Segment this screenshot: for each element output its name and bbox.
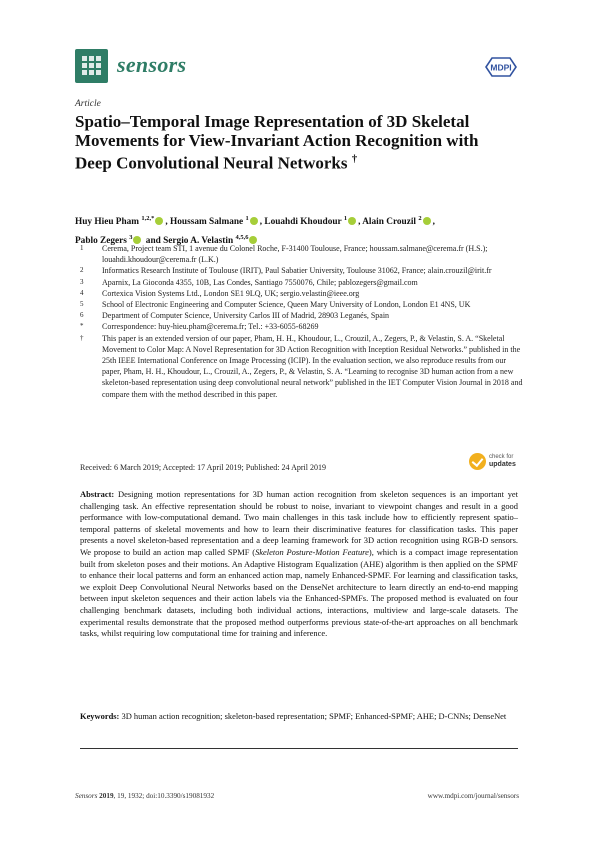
abstract-label: Abstract: [80, 489, 115, 499]
author: Pablo Zegers $^3$ [75, 236, 143, 246]
badge-line1: check for [489, 454, 514, 460]
paper-title-text: Spatio–Temporal Image Representation of 3D Skeletal Movements for View-Invariant Action Recognition with Deep Convolutional Neural Networks [75, 112, 479, 173]
publication-dates: Received: 6 March 2019; Accepted: 17 April 2019; Published: 24 April 2019 [80, 463, 326, 472]
orcid-icon[interactable] [348, 217, 356, 225]
orcid-icon[interactable] [423, 217, 431, 225]
title-footnote-mark: † [351, 153, 358, 165]
abstract-text-cont: ), which is a compact image representation built from skeleton poses and their motions. An Adaptive Histogram Equalization (AHE) algorithm is then applied on the SPMF to enhance their local patterns and form an enhanced action map, namely Enhanced-SPMF. For learning and classification tasks, we exploit Deep Convolutional Neural Networks based on the DenseNet architecture to learn directly an end-to-end mapping between input skeleton sequences and their action labels via the Enhanced-SPMFs. The proposed method is evaluated on four challenging benchmark datasets, including both individual actions, interactions, multiview and large-scale datasets. The experimental results demonstrate that the proposed method outperforms previous state-of-the-art approaches on all benchmark tasks, whilst requiring low computational time for training and inference. [80, 546, 518, 639]
affiliation: 4 Cortexica Vision Systems Ltd., London SE1 9LQ, UK; sergio.velastin@ieee.org [80, 288, 360, 298]
affiliation: 5 School of Electronic Engineering and Computer Science, Queen Mary University of London, London E1 4NS, UK [80, 300, 471, 310]
author-list: Huy Hieu Pham $^{1,2,*}$ , Houssam Salmane $^1$ , Louahdi Khoudour $^1$ , Alain Crouzil $^2$ , Pablo Zegers $^3$ and Sergio A. Velastin $^{4,5,6}$ [75, 215, 435, 247]
affiliation: 3 Aparnix, La Gioconda 4355, 10B, Las Condes, Santiago 7550076, Chile; pablozegers@gmail.com [80, 277, 418, 287]
abstract-italic: Skeleton Posture-Motion Feature [255, 546, 369, 557]
paper-title [75, 112, 495, 173]
orcid-icon[interactable] [155, 217, 163, 225]
keywords [80, 711, 518, 723]
extended-version-note: † This paper is an extended version of our paper, Pham, H. H., Khoudour, L., Crouzil, A., Zegers, P., & Velastin, S. A. “Skeletal Movement to Color Map: A Novel Representation for 3D Action Recognition with Inception Residual Networks.” published in the 25th IEEE International Conference on Image Processing (ICIP). In the evaluation section, we also reproduce results from our paper, Pham, H. H., Khoudour, L., Crouzil, A., Zegers, P., & Velastin, S. A. “Learning to recognise 3D human action from a new skeleton-based representation using deep convolutional neural network” published in the IET Computer Vision Journal in 2018 and compare them with the method described in this paper. [80, 333, 523, 399]
affiliation-list [75, 243, 525, 400]
keywords-text: 3D human action recognition; skeleton-based representation; SPMF; Enhanced-SPMF; AHE; D-CNNs; DenseNet [121, 711, 507, 721]
abstract [80, 489, 518, 640]
affiliation: 1 Cerema, Project team STI, 1 avenue du Colonel Roche, F-31400 Toulouse, France; houssam.salmane@cerema.fr (H.S.); louahdi.khoudour@cerema.fr (L.K.) [80, 244, 488, 265]
divider [80, 748, 518, 749]
journal-logo [75, 49, 108, 83]
article-type: Article [75, 99, 101, 109]
author: Alain Crouzil $^2$ [362, 217, 432, 227]
footer-url[interactable]: www.mdpi.com/journal/sensors [427, 792, 519, 800]
abstract-text: Designing motion representations for 3D human action recognition from skeleton sequences is an important yet challenging task. An effective representation should be robust to noise, invariant to viewpoint changes and result in a good performance with low-computational demand. Two main challenges in this task include how to efficiently represent spatio–temporal patterns of skeletal movements and how to learn their discriminative features for classification tasks. This paper presents a novel skeleton-based representation and a deep learning framework for 3D action recognition using RGB-D sensors. We propose to build an action map called SPMF ( [80, 489, 518, 557]
author: Huy Hieu Pham $^{1,2,*}$ [75, 217, 165, 227]
check-for-updates-badge[interactable] [469, 451, 524, 475]
checkmark-icon [469, 453, 486, 470]
affiliation: 6 Department of Computer Science, University Carlos III of Madrid, 28903 Leganés, Spain [80, 311, 390, 321]
keywords-label: Keywords: [80, 711, 120, 721]
footer-citation: Sensors 2019, 19, 1932; doi:10.3390/s19081932 [75, 792, 215, 800]
author: Louahdi Khoudour $^1$ [264, 217, 358, 227]
publisher-logo [482, 56, 520, 78]
author: Houssam Salmane $^1$ [170, 217, 260, 227]
publisher-name: MDPI [490, 62, 512, 73]
orcid-icon[interactable] [250, 217, 258, 225]
journal-logo-icon [82, 56, 101, 75]
correspondence: * Correspondence: huy-hieu.pham@cerema.fr; Tel.: +33-6055-68269 [80, 322, 319, 332]
author: Sergio A. Velastin $^{4,5,6}$ [163, 236, 259, 246]
affiliation: 2 Informatics Research Institute of Toulouse (IRIT), Paul Sabatier University, Toulouse 31062, France; alain.crouzil@irit.fr [80, 266, 492, 276]
journal-name: sensors [117, 52, 187, 77]
badge-line2: updates [489, 461, 516, 468]
